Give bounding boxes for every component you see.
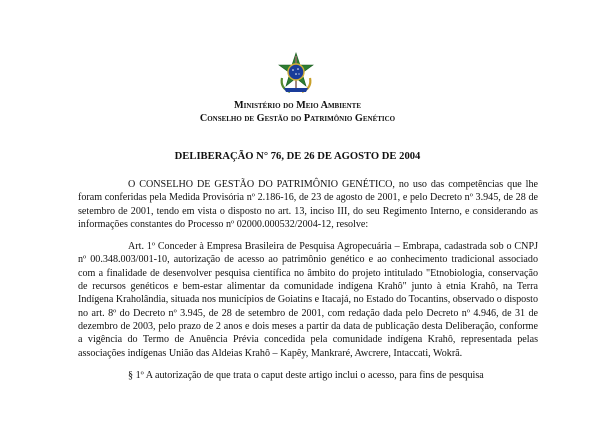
ministry-name: Ministério do Meio Ambiente (233, 100, 362, 111)
article-1-paragraph: Art. 1º Conceder à Empresa Brasileira de Pesquisa Agropecuária – Embrapa, cadastrada sob o CNPJ nº 00.348.003/001-10, autorização de acesso ao patrimônio genético e ao conhecimento tradicional associado com a finalidade de desenvolver pesquisa científica no âmbito do projeto intitulado "Etnobiologia, conservação de recursos genéticos e bem-estar alimentar da comunidade indígena Krahô" junto à etnia Krahô, na Terra Indígena Kraholândia, situada nos municípios de Goiatins e Itacajá, no Estado do Tocantins, observado o disposto no art. 8º do Decreto nº 3.945, de 28 de setembro de 2001, com redação dada pelo Decreto nº 4.946, de 31 de dezembro de 2003, pelo prazo de 2 anos e dois meses a partir da data de publicação desta Deliberação, conforme a vigência do Termo de Anuência Prévia concedida pela comunidade indígena Krahô, representada pelas associações indígenas União das Aldeias Krahô – Kapêy, Mankraré, Awcrere, Intaccati, Wokrã. (78, 241, 538, 359)
brazil-coat-of-arms-icon (276, 52, 316, 94)
deliberation-title: DELIBERAÇÃO N° 76, DE 26 DE AGOSTO DE 2004 (174, 151, 421, 162)
council-name: Conselho de Gestão do Patrimônio Genético (199, 113, 396, 124)
preamble-paragraph: O CONSELHO DE GESTÃO DO PATRIMÔNIO GENÉTICO, no uso das competências que lhe foram conferidas pela Medida Provisória nº 2.186-16, de 23 de agosto de 2001, e pelo Decreto nº 3.945, de 28 de setembro de 2001, tendo em vista o disposto no art. 13, inciso III, do seu Regimento Interno, e considerando as informações constantes do Processo nº 02000.000532/2004-12, resolve: (78, 179, 538, 230)
document-body (78, 178, 538, 382)
paragraph-1-clause: § 1º A autorização de que trata o caput deste artigo inclui o acesso, para fins de pesquisa (128, 369, 484, 381)
